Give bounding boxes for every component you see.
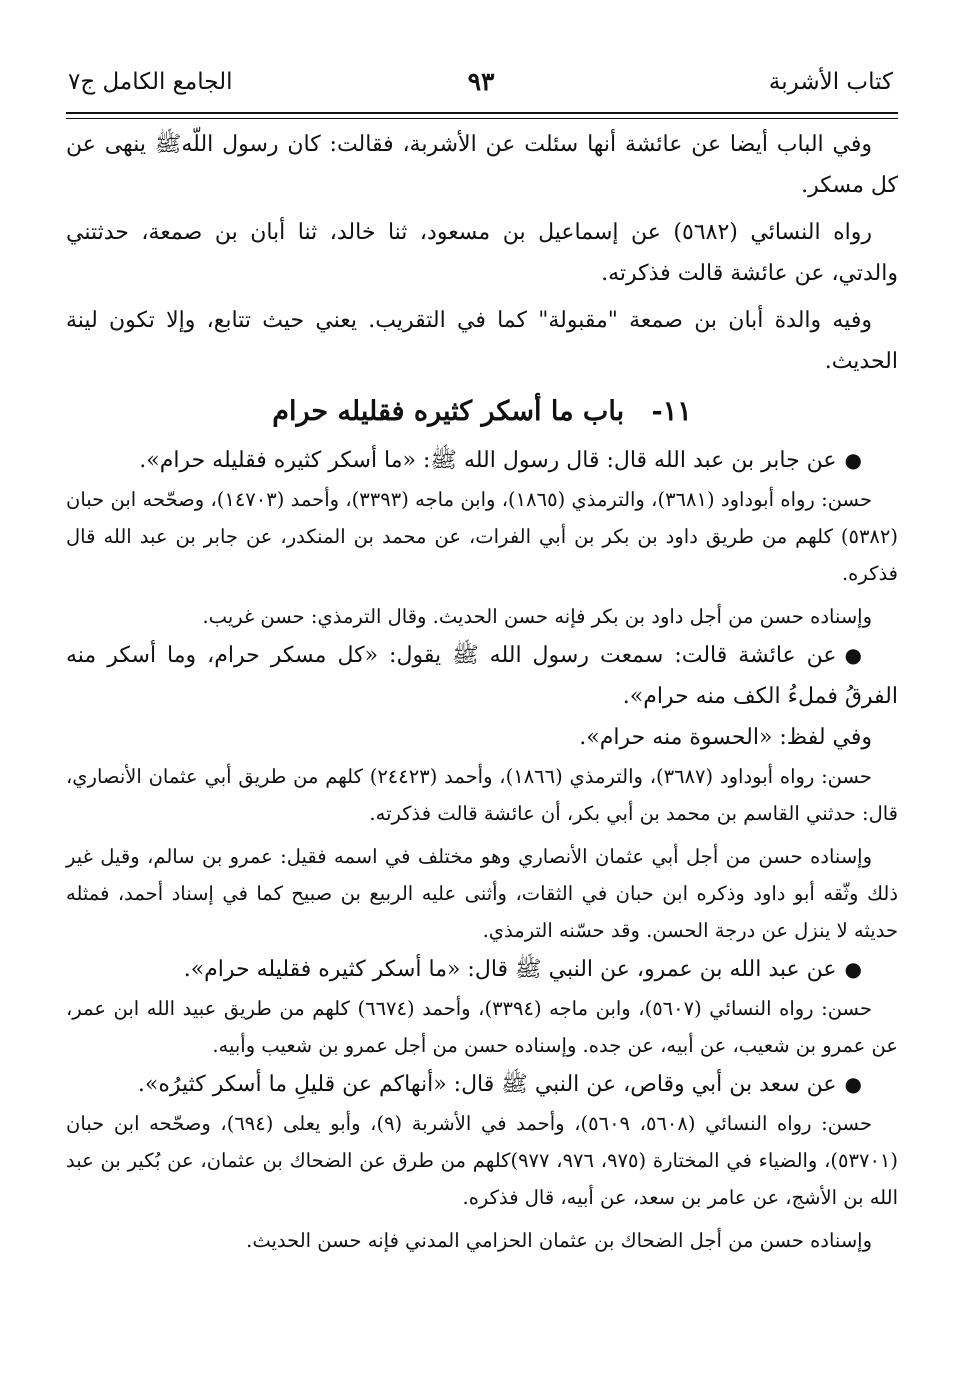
hadith-note: حسن: رواه أبوداود (٣٦٨٧)، والترمذي (١٨٦٦)، وأحمد (٢٤٤٢٣) كلهم من طريق أبي عثمان الأنصاري، قال: حدثني القاسم بن محمد بن أبي بكر، أن عائشة قالت فذكرته. xyxy=(66,765,898,825)
page-number: ٩٣ xyxy=(467,67,495,96)
hadith-note: وإسناده حسن من أجل أبي عثمان الأنصاري وهو مختلف في اسمه فقيل: عمرو بن سالم، وقيل غير ذلك وثّقه أبو داود وذكره ابن حبان في الثقات، وأثنى عليه الربيع بن صبيح كما في إسناد أحمد، فمثله حديثه لا ينزل عن درجة الحسن. وقد حسّنه الترمذي. xyxy=(66,845,898,942)
hadith-note: حسن: رواه النسائي (٥٦٠٧)، وابن ماجه (٣٣٩٤)، وأحمد (٦٦٧٤) كلهم من طريق عبيد الله ابن عمر، عن عمرو بن شعيب، عن أبيه، عن جده. وإسناده حسن من أجل عمرو بن شعيب وأبيه. xyxy=(66,997,898,1057)
hadith-text: عن سعد بن أبي وقاص، عن النبي ﷺ قال: «أنهاكم عن قليلِ ما أسكر كثيرُه». xyxy=(137,1072,837,1097)
bullet-icon: ● xyxy=(844,957,862,981)
hadith-entry xyxy=(66,949,898,990)
header-book-title: كتاب الأشربة xyxy=(768,69,893,95)
paragraph-mother-note: وفيه والدة أبان بن صمعة "مقبولة" كما في التقريب. يعني حيث تتابع، وإلا تكون لينة الحديث. xyxy=(66,308,898,374)
page-body xyxy=(66,124,898,1259)
section-title: باب ما أسكر كثيره فقليله حرام xyxy=(272,396,625,427)
hadith-text: عن عبد الله بن عمرو، عن النبي ﷺ قال: «ما أسكر كثيره فقليله حرام». xyxy=(183,957,837,982)
section-heading xyxy=(66,388,898,436)
hadith-entry xyxy=(66,635,898,717)
header-volume-title: الجامع الكامل ج٧ xyxy=(68,69,233,95)
paragraph-aisha-report: وفي الباب أيضا عن عائشة أنها سئلت عن الأشربة، فقالت: كان رسول اللّهﷺ ينهى عن كل مسكر. xyxy=(66,132,898,198)
bullet-icon: ● xyxy=(844,448,862,472)
section-number: ١١- xyxy=(651,396,692,427)
hadith-note: وإسناده حسن من أجل داود بن بكر فإنه حسن الحديث. وقال الترمذي: حسن غريب. xyxy=(202,605,872,628)
hadith-variant: وفي لفظ: «الحسوة منه حرام». xyxy=(579,725,872,750)
bullet-icon: ● xyxy=(844,1072,862,1096)
header-rule-thin xyxy=(66,118,898,119)
hadith-text: عن عائشة قالت: سمعت رسول الله ﷺ يقول: «كل مسكر حرام، وما أسكر منه الفرقُ فملءُ الكف منه حرام». xyxy=(66,643,898,709)
header-rule-thick xyxy=(66,112,898,114)
bullet-icon: ● xyxy=(844,643,862,667)
hadith-note: حسن: رواه أبوداود (٣٦٨١)، والترمذي (١٨٦٥)، وابن ماجه (٣٣٩٣)، وأحمد (١٤٧٠٣)، وصحّحه ابن حبان (٥٣٨٢) كلهم من طريق داود بن بكر بن أبي الفرات، عن محمد بن المنكدر، عن جابر بن عبد الله قال فذكره. xyxy=(66,488,898,585)
hadith-entry xyxy=(66,1064,898,1105)
paragraph-nasai-chain: رواه النسائي (٥٦٨٢) عن إسماعيل بن مسعود، ثنا خالد، ثنا أبان بن صمعة، حدثتني والدتي، عن عائشة قالت فذكرته. xyxy=(66,220,898,286)
hadith-note: وإسناده حسن من أجل الضحاك بن عثمان الحزامي المدني فإنه حسن الحديث. xyxy=(246,1229,872,1252)
hadith-text: عن جابر بن عبد الله قال: قال رسول الله ﷺ: «ما أسكر كثيره فقليله حرام». xyxy=(139,448,837,473)
hadith-note: حسن: رواه النسائي (٥٦٠٨، ٥٦٠٩)، وأحمد في الأشربة (٩)، وأبو يعلى (٦٩٤)، وصحّحه ابن حبان (٥٣٧٠١)، والضياء في المختارة (٩٧٥، ٩٧٦، ٩٧٧)كلهم من طرق عن الضحاك بن عثمان، عن بُكير بن عبد الله بن الأشج، عن عامر بن سعد، عن أبيه، قال فذكره. xyxy=(66,1112,899,1209)
hadith-entry xyxy=(66,440,898,481)
